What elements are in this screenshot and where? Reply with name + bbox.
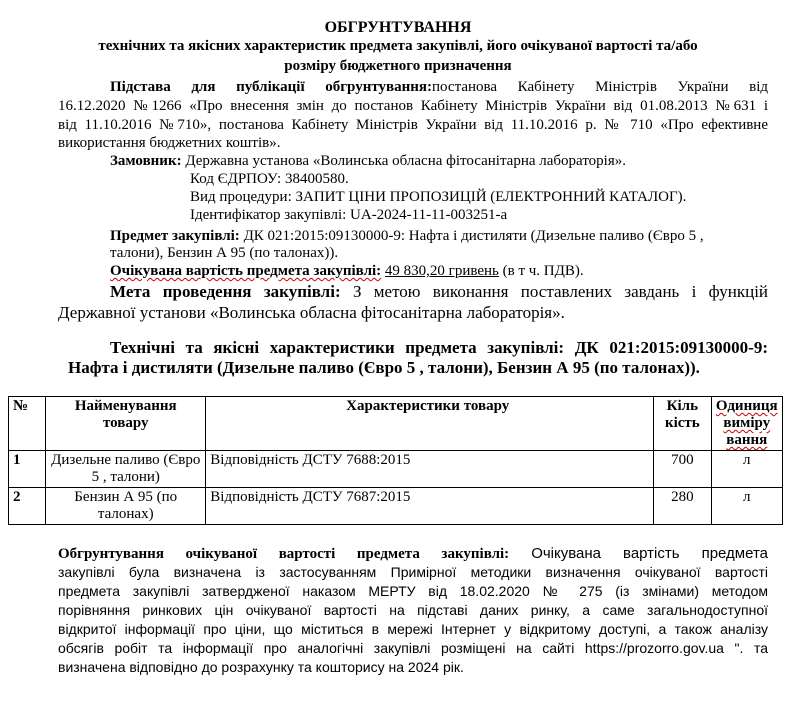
goal-line1-text: З метою виконання поставлених завдань і функцій <box>352 282 769 301</box>
basis-line1 <box>110 79 768 96</box>
customer-identifier: Ідентифікатор закупівлі: UA-2024-11-11-003251-a <box>190 207 508 223</box>
spec-table <box>8 396 783 525</box>
header-qty: Кіль кість <box>654 397 711 451</box>
subject-label: Предмет закупівлі: <box>110 228 240 244</box>
row-name: Бензин А 95 (по талонах) <box>46 488 206 525</box>
expected-value-amount: 49 830,20 гривень <box>384 263 499 279</box>
justification-line4: порівняння ринкових цін очікуваної вартості на підставі даних ринку, а саме загальнодоступної <box>58 602 768 618</box>
row-characteristics: Відповідність ДСТУ 7687:2015 <box>206 488 654 525</box>
justification-line3 <box>58 582 768 601</box>
expected-value-label: Очікувана вартість предмета закупівлі: <box>110 263 382 279</box>
customer-label: Замовник: <box>110 153 182 169</box>
row-unit: л <box>711 488 782 525</box>
doc-subtitle-line2: розміру бюджетного призначення <box>284 58 512 74</box>
justification-line7: визначена відповідно до розрахунку та кошторису на 2024 рік. <box>58 659 464 675</box>
subject-line1-text: ДК 021:2015:09130000-9: Нафта і дистиляти (Дизельне паливо (Євро 5 , <box>243 228 704 244</box>
basis-line1-text: постанова Кабінету Міністрів України від <box>432 79 768 95</box>
subject-line2: талони), Бензин А 95 (по талонах)). <box>110 245 339 261</box>
header-name: Найменування товару <box>46 397 206 451</box>
spec-heading-line1: Технічні та якісні характеристики предмета закупівлі: ДК 021:2015:09130000-9: <box>110 338 768 357</box>
customer-edrpou: Код ЄДРПОУ: 38400580. <box>190 171 349 187</box>
row-qty: 280 <box>654 488 711 525</box>
basis-line2: 16.12.2020 №1266 «Про внесення змін до постанов Кабінету Міністрів України від 01.08.2013 №631 і <box>58 98 768 114</box>
row-unit: л <box>711 451 782 488</box>
table-header-row <box>9 397 783 451</box>
goal-label: Мета проведення закупівлі: <box>110 282 341 301</box>
subject-line1 <box>110 228 704 245</box>
justification-line2: закупівлі була визначена із застосуванням Примірної методики визначення очікуваної вартості <box>58 564 768 580</box>
table-row <box>9 488 783 525</box>
justification-line3-text: предмета закупівлі затвердженої наказом МЕРТУ від 18.02.2020 № 275 (із змінами) методом <box>58 583 768 599</box>
customer-line <box>110 153 626 170</box>
goal-line1 <box>110 282 768 302</box>
doc-subtitle-line1: технічних та якісних характеристик предмета закупівлі, його очікуваної вартості та/або <box>98 38 698 54</box>
basis-line4: використання бюджетних коштів». <box>58 135 281 151</box>
justification-line1-text: Очікувана вартість предмета <box>531 545 769 562</box>
row-num: 1 <box>9 451 46 488</box>
goal-line2: Державної установи «Волинська обласна фітосанітарна лабораторія». <box>58 303 565 322</box>
justification-line1 <box>58 544 768 564</box>
justification-label: Обгрунтування очікуваної вартості предмета закупівлі: <box>58 546 510 562</box>
header-num: № <box>9 397 46 451</box>
spec-heading-line2: Нафта і дистиляти (Дизельне паливо (Євро 5 , талони), Бензин А 95 (по талонах)). <box>68 358 700 377</box>
row-num: 2 <box>9 488 46 525</box>
doc-title: ОБГРУНТУВАННЯ <box>324 19 472 36</box>
justification-line5: відкритої інформації про ціни, що міститься в мережі Інтернет у відкритому доступі, а також аналізу <box>58 621 768 637</box>
basis-label: Підстава для публікації обгрунтування: <box>110 79 433 95</box>
customer-text: Державна установа «Волинська обласна фітосанітарна лабораторія». <box>185 153 626 169</box>
customer-procedure: Вид процедури: ЗАПИТ ЦІНИ ПРОПОЗИЦІЙ (ЕЛЕКТРОННИЙ КАТАЛОГ). <box>190 189 687 205</box>
justification-line6: обсягів робіт та інформації про аналогічні закупівлі розміщені на сайті https://prozorro.gov.ua ". та <box>58 640 768 656</box>
row-name: Дизельне паливо (Євро 5 , талони) <box>46 451 206 488</box>
expected-value-line <box>110 263 584 280</box>
row-qty: 700 <box>654 451 711 488</box>
table-row <box>9 451 783 488</box>
header-characteristics: Характеристики товару <box>206 397 654 451</box>
expected-value-suffix: (в т ч. ПДВ). <box>502 263 584 279</box>
row-characteristics: Відповідність ДСТУ 7688:2015 <box>206 451 654 488</box>
header-unit: Одиниця виміру вання <box>715 398 778 448</box>
basis-line3: від 11.10.2016 №710», постанова Кабінету Міністрів України від 11.10.2016 р. № 710 «Про ефективне <box>58 117 768 133</box>
